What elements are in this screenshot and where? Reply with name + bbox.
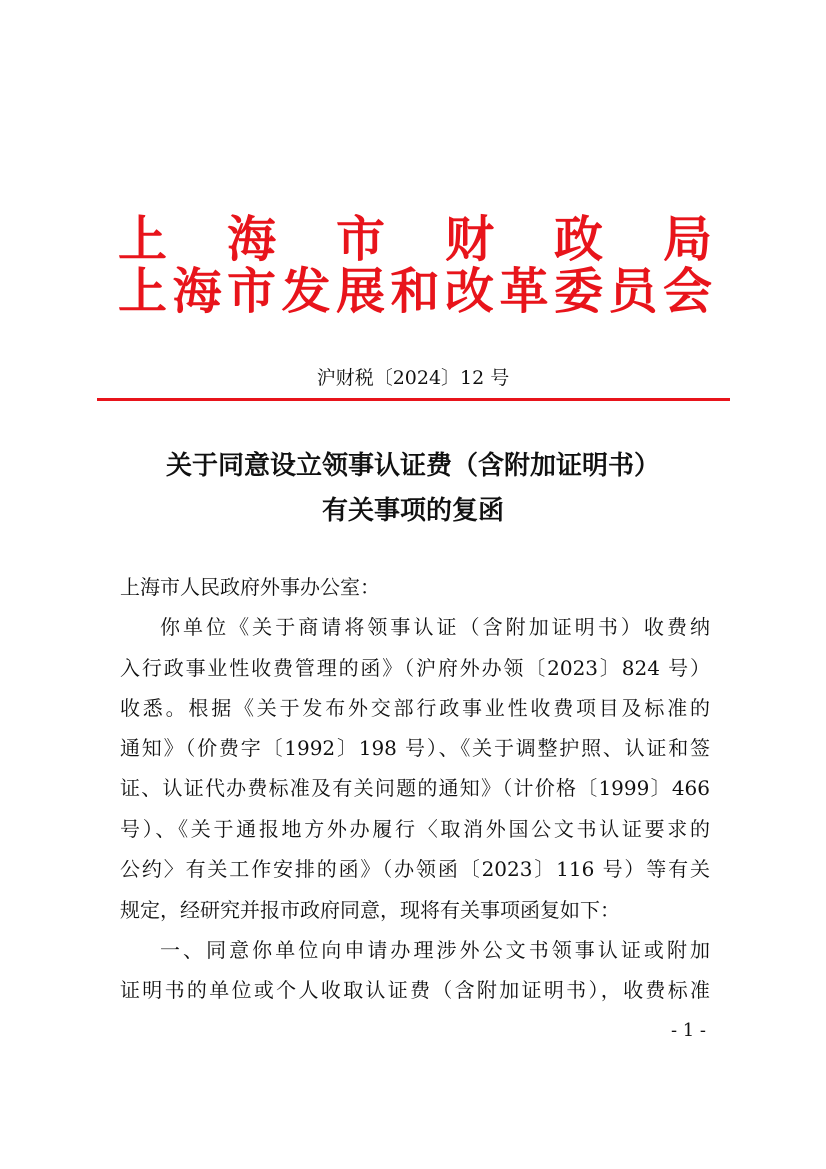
body-line: 证明书的单位或个人收取认证费（含附加证明书），收费标准 (120, 978, 710, 1002)
body-line: 号）、《关于通报地方外办履行〈取消外国公文书认证要求的 (120, 817, 710, 841)
body-line: 公约〉有关工作安排的函》（办领函〔2023〕116 号）等有关 (120, 857, 710, 881)
body-line: 一、同意你单位向申请办理涉外公文书领事认证或附加 (160, 938, 710, 962)
page-number: - 1 - (670, 1020, 706, 1041)
body-line: 收悉。根据《关于发布外交部行政事业性收费项目及标准的 (120, 696, 710, 720)
document-title-line-2: 有关事项的复函 (321, 496, 504, 526)
document-number: 沪财税〔2024〕12 号 (316, 367, 510, 389)
body-line: 规定，经研究并报市政府同意，现将有关事项函复如下： (120, 898, 620, 922)
document-title-line-1: 关于同意设立领事认证费（含附加证明书） (165, 451, 660, 481)
body-line: 通知》（价费字〔1992〕198 号）、《关于调整护照、认证和签 (120, 736, 710, 760)
salutation: 上海市人民政府外事办公室： (120, 575, 380, 599)
body-line: 你单位《关于商请将领事认证（含附加证明书）收费纳 (160, 615, 710, 639)
red-divider-rule (97, 398, 730, 401)
body-line: 入行政事业性收费管理的函》（沪府外办领〔2023〕824 号） (120, 656, 710, 680)
issuer-development-reform-commission: 上海市发展和改革委员会 (118, 262, 712, 320)
body-line: 证、认证代办费标准及有关问题的通知》（计价格〔1999〕466 (120, 776, 710, 800)
issuer-finance-bureau: 上 海 市 财 政 局 (118, 210, 712, 268)
